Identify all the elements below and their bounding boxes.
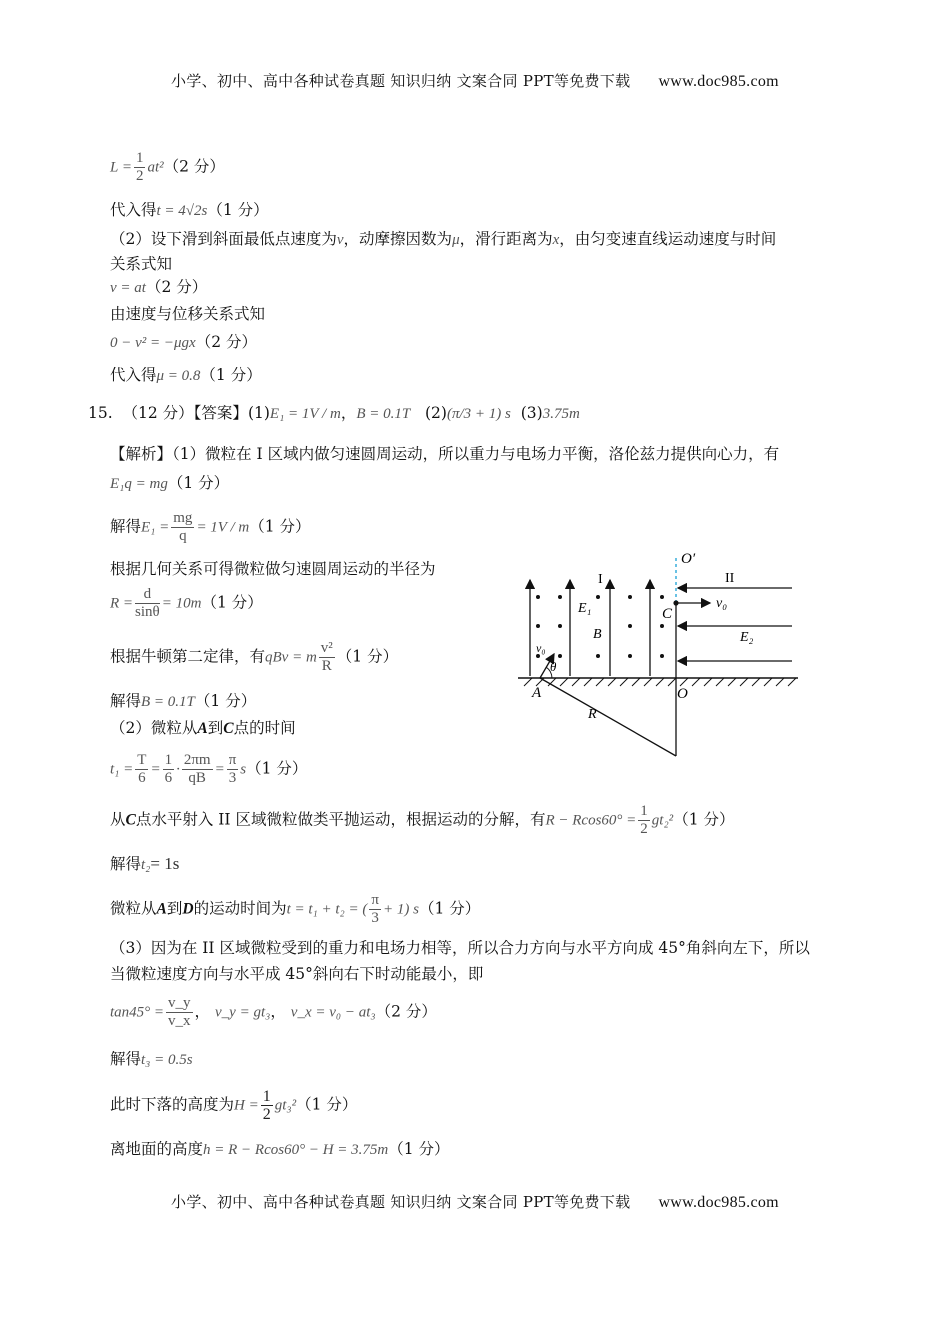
field-diagram: [500, 540, 810, 770]
fraction: $\frac{1}{2}$: [135, 150, 144, 184]
header-text: 小学、初中、高中各种试卷真题 知识归纳 文案合同 PPT等免费下载: [171, 72, 631, 90]
q15-answer-line: 15. （12 分）【答案】(1)E₁ = 1V / m，B = 0.1T (2)(π/3 + 1) s (3)3.75m: [88, 404, 580, 422]
question-number: 15.: [88, 404, 113, 422]
e2-field-lines: [678, 588, 792, 661]
q15-eq-h-fall: 此时下落的高度为H = $\frac{1}{2}$ gt₃²（1 分）: [110, 1088, 358, 1123]
label-a: A: [532, 685, 542, 701]
footer-text: 小学、初中、高中各种试卷真题 知识归纳 文案合同 PPT等免费下载: [171, 1193, 631, 1211]
label-v0-right: v₀: [716, 596, 728, 611]
label-region-i: I: [598, 572, 603, 587]
q15-eq-t3: 解得t₃ = 0.5s: [110, 1050, 193, 1068]
label-region-ii: II: [725, 571, 735, 586]
q14-eq1: L = $\frac{1}{2}$ at²（2 分）: [110, 150, 225, 184]
q14-line2: 代入得t = 4√2s（1 分）: [110, 201, 269, 219]
label-o: O: [677, 686, 688, 702]
header-site-link[interactable]: www.doc985.com: [658, 73, 779, 90]
q15-eq-newton: 根据牛顿第二定律，有qBv = m $\frac{\text{v²}}{R}$ （1 分）: [110, 640, 399, 674]
q14-line6: 由速度与位移关系式知: [110, 305, 266, 323]
footer-site-link[interactable]: www.doc985.com: [658, 1194, 779, 1211]
e1-field-lines: [530, 580, 650, 676]
q15-eq-h-ground: 离地面的高度h = R − Rcos60° − H = 3.75m（1 分）: [110, 1140, 450, 1158]
ground-hatching: [524, 678, 796, 686]
q14-line8: 代入得μ = 0.8（1 分）: [110, 366, 262, 384]
q15-radius-text: 根据几何关系可得微粒做匀速圆周运动的半径为: [110, 560, 436, 578]
label-v0-left: v₀: [536, 641, 546, 655]
q15-eq-t1: t₁ = $\frac{T}{6}$ = $\frac{1}{6}$ · $\frac{2\pi m}{qB}$ = $\frac{\pi}{3}$ s（1 分）: [110, 752, 308, 786]
q15-part3-line1: （3）因为在 II 区域微粒受到的重力和电场力相等，所以合力方向与水平方向成 45°角斜向左下，所以: [110, 939, 810, 957]
page-header: [0, 70, 950, 91]
q15-eq-projectile: 从C点水平射入 II 区域微粒做类平抛运动，根据运动的分解，有R − Rcos60° = $\frac{1}{2}$ gt₂²（1 分）: [110, 803, 735, 837]
radius-line: [540, 678, 676, 756]
label-r: R: [588, 707, 597, 722]
q15-eq-b: 解得B = 0.1T（1 分）: [110, 692, 257, 710]
q15-eq-t2: 解得t₂= 1s: [110, 854, 180, 873]
label-o-prime: O′: [681, 551, 696, 567]
q14-line4: 关系式知: [110, 255, 173, 273]
label-theta: θ: [550, 659, 557, 674]
q15-part3-line2: 当微粒速度方向与水平成 45°斜向右下时动能最小，即: [110, 965, 484, 983]
q14-line5: v = at（2 分）: [110, 278, 208, 296]
label-b: B: [593, 627, 602, 642]
q15-part2: （2）微粒从A到C点的时间: [110, 719, 296, 737]
q15-eq-e1: 解得E₁ = $\frac{mg}{q}$ = 1V / m（1 分）: [110, 510, 311, 544]
page-footer: [0, 1191, 950, 1212]
q15-analysis-1: 【解析】（1）微粒在 I 区域内做匀速圆周运动，所以重力与电场力平衡，洛伦兹力提供向心力，有: [110, 445, 780, 463]
q15-eq-r: R = $\frac{d}{\sin\theta}$ = 10m（1 分）: [110, 586, 263, 620]
q15-eq-tan45: tan45° = $\frac{v\_y}{v\_x}$ ， v_y = gt₃， v_x = v₀ − at₃（2 分）: [110, 995, 437, 1029]
q14-line3: （2）设下滑到斜面最低点速度为v，动摩擦因数为μ，滑行距离为x，由匀变速直线运动速度与时间: [110, 230, 777, 248]
label-e2: E₂: [740, 630, 754, 645]
label-c: C: [662, 606, 673, 622]
q15-eq-e1q: E₁q = mg（1 分）: [110, 474, 230, 492]
label-e1: E₁: [578, 601, 592, 616]
q14-line7: 0 − v² = −μgx（2 分）: [110, 333, 258, 351]
q15-eq-total-time: 微粒从A到D的运动时间为t = t₁ + t₂ = ( $\frac{\pi}{3}$ + 1) s（1 分）: [110, 892, 481, 926]
